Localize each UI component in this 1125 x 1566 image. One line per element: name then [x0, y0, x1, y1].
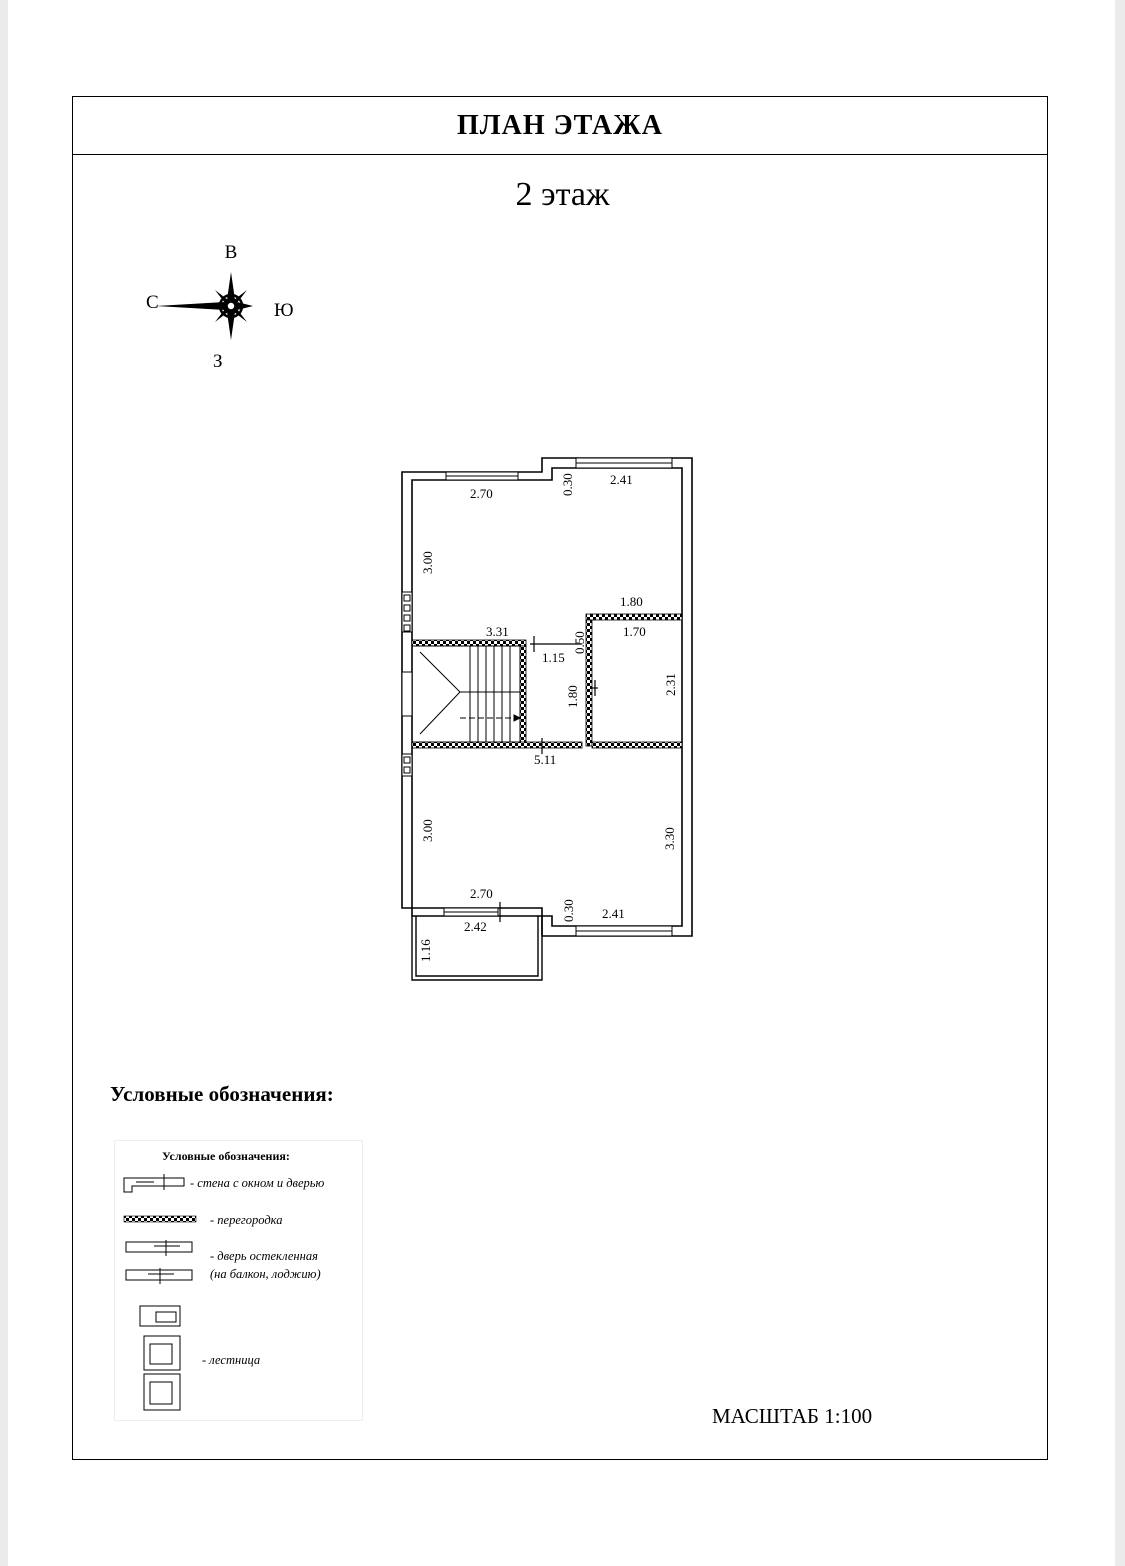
- compass-east-label: Ю: [274, 300, 294, 321]
- title-row: [73, 97, 1047, 155]
- compass-south-label: З: [213, 351, 223, 372]
- legend-glass-door-text-2: (на балкон, лоджию): [210, 1267, 321, 1281]
- legend-partition-text: - перегородка: [210, 1213, 283, 1227]
- dim-small-room-height: 2.31: [663, 673, 678, 696]
- legend-box: [114, 1140, 364, 1422]
- left-wall-windows: [402, 592, 412, 776]
- dimension-labels: [418, 472, 678, 962]
- compass-west-label: С: [146, 292, 159, 313]
- legend-heading: Условные обозначения:: [110, 1082, 334, 1106]
- dim-bottom-window-left: 2.70: [470, 886, 493, 901]
- dim-lower-room-height-right: 3.30: [662, 827, 677, 850]
- dim-top-notch: 0.30: [560, 473, 575, 496]
- window-bottom-right: [576, 926, 672, 936]
- compass-star-icon: [156, 272, 253, 340]
- exterior-walls: [402, 458, 692, 936]
- dim-top-window-right: 2.41: [610, 472, 633, 487]
- compass-rose: [140, 238, 310, 378]
- legend-partition-symbol: [124, 1216, 196, 1222]
- legend-box-title: Условные обозначения:: [162, 1149, 290, 1163]
- dim-corridor-width: 1.15: [542, 650, 565, 665]
- dim-top-window-left: 2.70: [470, 486, 493, 501]
- staircase: [412, 646, 520, 742]
- dim-stair-width: 3.31: [486, 624, 509, 639]
- dim-middle-wall: 5.11: [534, 752, 557, 767]
- dim-corridor-height: 1.80: [565, 685, 580, 708]
- window-bottom-left: [444, 908, 498, 916]
- dim-small-room-width-outer: 1.80: [620, 594, 643, 609]
- dim-balcony-depth: 1.16: [418, 939, 433, 962]
- page-title: ПЛАН ЭТАЖА: [456, 109, 664, 141]
- dim-small-room-width: 1.70: [623, 624, 646, 639]
- legend-wall-text: - стена с окном и дверью: [190, 1176, 325, 1190]
- compass-north-label: В: [224, 242, 238, 263]
- scale-label: МАСШТАБ 1:100: [712, 1404, 873, 1428]
- dim-balcony-width: 2.42: [464, 919, 487, 934]
- dim-upper-room-height: 3.00: [420, 551, 435, 574]
- door-marks: [500, 636, 598, 922]
- dim-lower-room-height-left: 3.00: [420, 819, 435, 842]
- dim-bottom-notch: 0.30: [561, 899, 576, 922]
- floor-plan: [380, 440, 720, 1020]
- dim-bottom-window-right: 2.41: [602, 906, 625, 921]
- window-top-left: [446, 472, 518, 480]
- window-top-right: [576, 458, 672, 468]
- floor-label: 2 этаж: [515, 176, 610, 213]
- dim-partition-offset: 0.50: [572, 631, 587, 654]
- legend-stairs-text: - лестница: [202, 1353, 261, 1367]
- legend-glass-door-text-1: - дверь остекленная: [210, 1249, 318, 1263]
